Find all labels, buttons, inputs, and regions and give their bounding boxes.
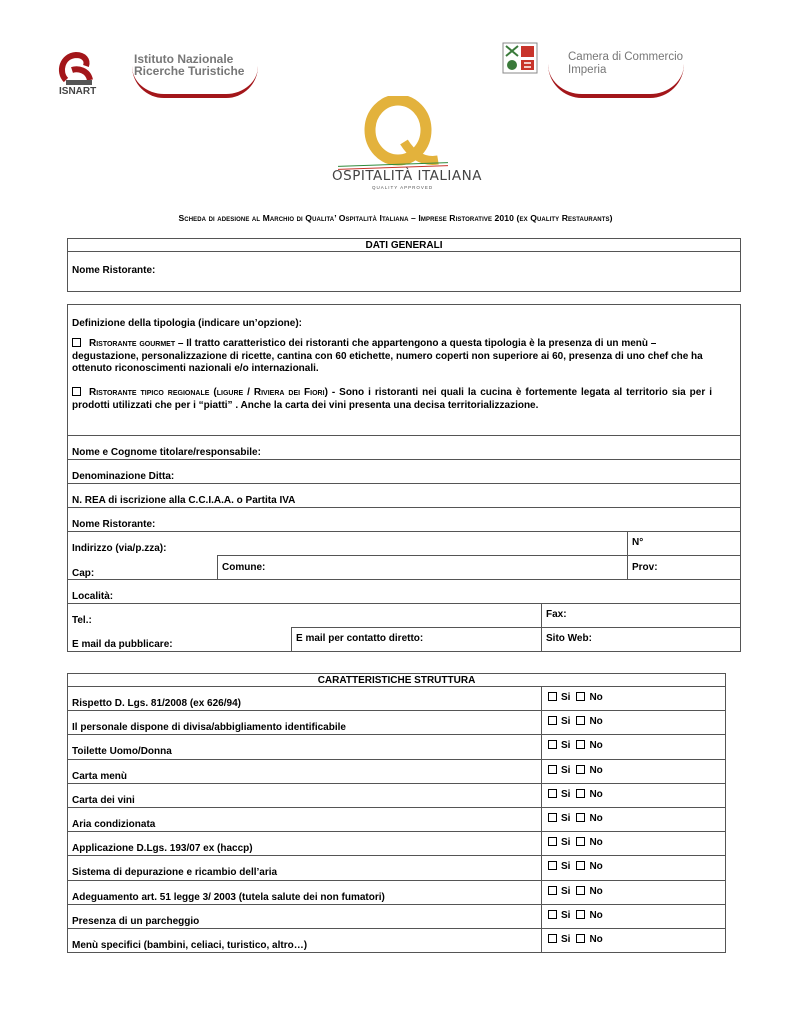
no-checkbox[interactable] bbox=[576, 765, 585, 774]
no-label: No bbox=[589, 740, 603, 752]
indirizzo-label[interactable]: Indirizzo (via/p.zza): bbox=[72, 543, 167, 554]
document-title: Scheda di adesione al Marchio di Qualita’ Ospitalità Italiana – Imprese Ristorative 2010 (ex Quality Restaurants) bbox=[178, 213, 613, 223]
struttura-row-label: Sistema di depurazione e ricambio dell’aria bbox=[72, 867, 278, 879]
struttura-row-label: Menù specifici (bambini, celiaci, turistico, altro…) bbox=[72, 940, 308, 951]
no-label: No bbox=[589, 909, 603, 921]
no-label: No bbox=[589, 837, 603, 849]
si-label: Si bbox=[561, 885, 571, 897]
si-no-options bbox=[546, 765, 603, 776]
email-pubblicare-label[interactable]: E mail da pubblicare: bbox=[72, 639, 173, 650]
si-checkbox[interactable] bbox=[548, 934, 557, 943]
gourmet-checkbox-icon[interactable] bbox=[72, 338, 81, 347]
si-checkbox[interactable] bbox=[548, 789, 557, 798]
isnart-logo bbox=[58, 44, 258, 104]
comune-label[interactable]: Comune: bbox=[222, 562, 266, 573]
si-checkbox[interactable] bbox=[548, 740, 557, 749]
si-no-options bbox=[546, 861, 603, 872]
no-checkbox[interactable] bbox=[576, 910, 585, 919]
si-checkbox[interactable] bbox=[548, 910, 557, 919]
struttura-row-label: Presenza di un parcheggio bbox=[72, 915, 200, 927]
struttura-row-label: Aria condizionata bbox=[72, 819, 156, 830]
tipico-checkbox-icon[interactable] bbox=[72, 387, 81, 396]
si-label: Si bbox=[561, 837, 571, 849]
si-checkbox[interactable] bbox=[548, 886, 557, 895]
si-checkbox[interactable] bbox=[548, 813, 557, 822]
no-label: No bbox=[589, 692, 603, 703]
no-label: No bbox=[589, 716, 603, 728]
no-checkbox[interactable] bbox=[576, 861, 585, 870]
struttura-table bbox=[67, 673, 726, 953]
quality-approved-tagline: QUALITY APPROVED bbox=[372, 185, 434, 190]
si-no-options bbox=[546, 910, 603, 921]
camera-swoosh bbox=[548, 64, 684, 98]
si-label: Si bbox=[561, 861, 571, 873]
si-checkbox[interactable] bbox=[548, 716, 557, 725]
nome-ristorante-label[interactable]: Nome Ristorante: bbox=[72, 265, 156, 276]
si-no-options bbox=[546, 692, 603, 703]
struttura-row-label: Applicazione D.Lgs. 193/07 ex (haccp) bbox=[72, 843, 253, 855]
si-no-options bbox=[546, 789, 603, 800]
si-checkbox[interactable] bbox=[548, 765, 557, 774]
no-checkbox[interactable] bbox=[576, 692, 585, 701]
dati-generali-heading: DATI GENERALI bbox=[365, 240, 443, 251]
no-label: No bbox=[589, 813, 603, 824]
struttura-row-label: Toilette Uomo/Donna bbox=[72, 746, 172, 758]
si-label: Si bbox=[561, 716, 571, 728]
no-checkbox[interactable] bbox=[576, 886, 585, 895]
no-checkbox[interactable] bbox=[576, 789, 585, 798]
ospitalita-name: OSPITALITÀ ITALIANA bbox=[332, 168, 482, 184]
tipologia-heading: Definizione della tipologia (indicare un’opzione): bbox=[72, 318, 303, 329]
option-gourmet[interactable]: Ristorante gourmet – Il tratto caratteristico dei ristoranti che appartengono a questa tipologia è la presenza di un menù – degustazione, personalizzazione di ricette, cantina con 60 etichette, numero coperti non superiore ai 60, presenza di uno chef che ha ottenuto riconoscimenti nazionali e/o internazionali. bbox=[72, 338, 703, 374]
isnart-name-line1: Istituto Nazionale bbox=[134, 52, 234, 66]
si-no-options bbox=[546, 716, 603, 727]
no-checkbox[interactable] bbox=[576, 934, 585, 943]
rea-label[interactable]: N. REA di iscrizione alla C.C.I.A.A. o Partita IVA bbox=[72, 495, 296, 506]
si-label: Si bbox=[561, 740, 571, 752]
struttura-row-label: Rispetto D. Lgs. 81/2008 (ex 626/94) bbox=[72, 698, 241, 709]
no-label: No bbox=[589, 885, 603, 897]
camera-name-line1: Camera di Commercio bbox=[568, 51, 684, 63]
numero-civico-label[interactable]: N° bbox=[632, 537, 644, 548]
titolare-label[interactable]: Nome e Cognome titolare/responsabile: bbox=[72, 447, 261, 458]
struttura-row-label: Carta dei vini bbox=[72, 794, 135, 806]
fax-label[interactable]: Fax: bbox=[546, 609, 567, 620]
si-no-options bbox=[546, 740, 603, 751]
tel-label[interactable]: Tel.: bbox=[72, 615, 92, 626]
struttura-row-label: Il personale dispone di divisa/abbigliamento identificabile bbox=[72, 722, 346, 734]
isnart-name-line2: Ricerche Turistiche bbox=[134, 64, 245, 78]
no-checkbox[interactable] bbox=[576, 813, 585, 822]
no-checkbox[interactable] bbox=[576, 740, 585, 749]
camera-commercio-emblem-icon bbox=[502, 42, 538, 74]
si-checkbox[interactable] bbox=[548, 692, 557, 701]
no-label: No bbox=[589, 934, 603, 945]
no-checkbox[interactable] bbox=[576, 837, 585, 846]
si-no-options bbox=[546, 934, 603, 945]
si-label: Si bbox=[561, 934, 571, 945]
si-label: Si bbox=[561, 909, 571, 921]
isnart-swoosh bbox=[132, 66, 258, 98]
q-mark-icon bbox=[360, 96, 440, 168]
localita-label[interactable]: Località: bbox=[72, 591, 114, 602]
si-no-options bbox=[546, 837, 603, 848]
no-label: No bbox=[589, 861, 603, 873]
si-no-options bbox=[546, 813, 603, 824]
no-checkbox[interactable] bbox=[576, 716, 585, 725]
struttura-heading: CARATTERISTICHE STRUTTURA bbox=[317, 675, 476, 686]
no-label: No bbox=[589, 788, 603, 800]
sito-web-label[interactable]: Sito Web: bbox=[546, 633, 592, 644]
si-label: Si bbox=[561, 788, 571, 800]
si-label: Si bbox=[561, 764, 571, 776]
option-tipico-regionale[interactable]: Ristorante tipico regionale (ligure / Riviera dei Fiori) - Sono i ristoranti nei quali la cucina è fortemente legata al territorio sia per i prodotti utilizzati che per i “piatti” . Anche la carta dei vini presenta una decisa territorializzazione. bbox=[72, 387, 712, 411]
si-no-options bbox=[546, 886, 603, 897]
isnart-abbr: ISNART bbox=[59, 86, 97, 97]
si-label: Si bbox=[561, 692, 571, 703]
si-checkbox[interactable] bbox=[548, 837, 557, 846]
struttura-row-label: Carta menù bbox=[72, 770, 128, 782]
struttura-row-label: Adeguamento art. 51 legge 3/ 2003 (tutela salute dei non fumatori) bbox=[72, 891, 385, 903]
cap-label[interactable]: Cap: bbox=[72, 568, 95, 579]
ospitalita-italiana-logo bbox=[328, 96, 482, 196]
si-label: Si bbox=[561, 813, 571, 824]
ditta-label[interactable]: Denominazione Ditta: bbox=[72, 471, 175, 482]
prov-label[interactable]: Prov: bbox=[632, 562, 658, 573]
camera-name-line2: Imperia bbox=[568, 64, 607, 76]
isnart-emblem-icon bbox=[58, 50, 98, 88]
camera-commercio-logo bbox=[502, 42, 702, 102]
nome-ristorante-field-label[interactable]: Nome Ristorante: bbox=[72, 519, 156, 530]
no-label: No bbox=[589, 764, 603, 776]
email-contatto-label[interactable]: E mail per contatto diretto: bbox=[296, 633, 424, 644]
si-checkbox[interactable] bbox=[548, 861, 557, 870]
